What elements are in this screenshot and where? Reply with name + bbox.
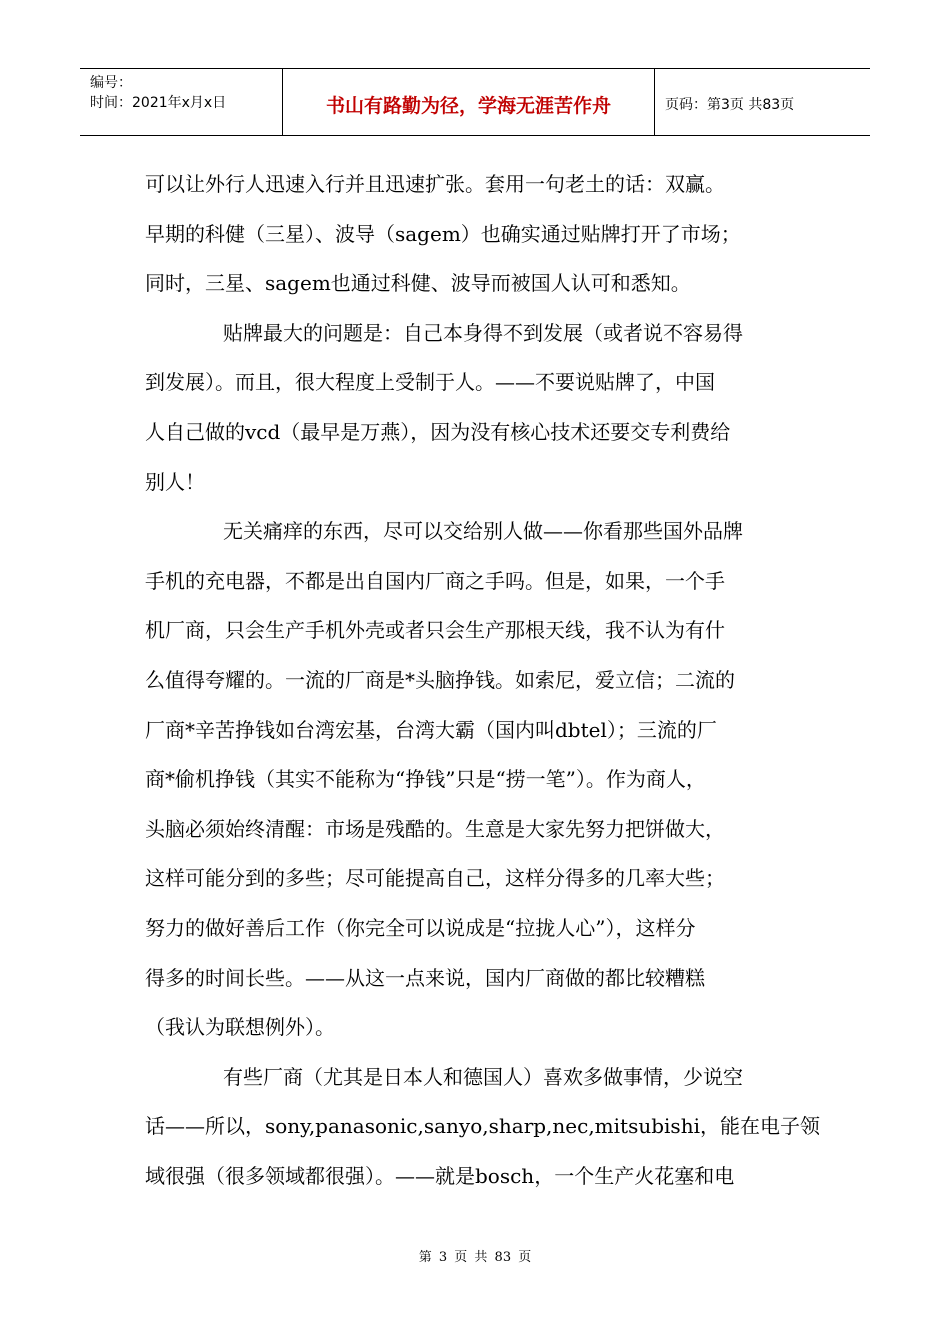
text-line: 厂商*辛苦挣钱如台湾宏基，台湾大霸（国内叫dbtel）；三流的厂 [145,717,717,742]
document-number-label: 编号： [90,75,132,91]
text-line: 域很强（很多领域都很强）。——就是bosch，一个生产火花塞和电 [145,1163,735,1188]
text-line: 机厂商，只会生产手机外壳或者只会生产那根天线，我不认为有什 [145,618,725,643]
text-line: 这样可能分到的多些；尽可能提高自己，这样分得多的几率大些； [145,866,725,891]
header-motto: 书山有路勤为径，学海无涯苦作舟 [325,95,611,117]
paragraph [145,507,825,1053]
header-page-cell [655,69,870,135]
text-line: （我认为联想例外）。 [145,1015,335,1040]
text-line: 努力的做好善后工作（你完全可以说成是“拉拢人心”），这样分 [145,915,696,940]
text-line: 话——所以，sony,panasonic,sanyo,sharp,nec,mitsubishi，能在电子领 [145,1114,820,1139]
header-info-cell [80,69,283,135]
paragraph [145,160,825,309]
text-line: 同时，三星、sagem也通过科健、波导而被国人认可和悉知。 [145,271,691,296]
text-line: 得多的时间长些。——从这一点来说，国内厂商做的都比较糟糕 [145,965,705,990]
document-date-label: 时间：2021年x月x日 [90,95,227,111]
text-line: 么值得夸耀的。一流的厂商是*头脑挣钱。如索尼，爱立信；二流的 [145,667,735,692]
text-line: 商*偷机挣钱（其实不能称为“挣钱”只是“捞一笔”）。作为商人， [145,767,706,792]
paragraph [145,309,825,507]
text-line: 别人！ [145,469,205,494]
text-line: 有些厂商（尤其是日本人和德国人）喜欢多做事情，少说空 [223,1064,743,1089]
text-line: 贴牌最大的问题是：自己本身得不到发展（或者说不容易得 [223,320,743,345]
document-body [145,160,825,1201]
page-header [80,68,870,136]
text-line: 早期的科健（三星）、波导（sagem）也确实通过贴牌打开了市场； [145,221,741,246]
text-line: 到发展）。而且，很大程度上受制于人。——不要说贴牌了，中国 [145,370,715,395]
text-line: 可以让外行人迅速入行并且迅速扩张。套用一句老土的话：双赢。 [145,172,725,196]
page-footer: 第 3 页 共 83 页 [418,1250,532,1265]
header-motto-cell [283,69,655,135]
text-line: 手机的充电器，不都是出自国内厂商之手吗。但是，如果，一个手 [145,568,725,593]
text-line: 无关痛痒的东西，尽可以交给别人做——你看那些国外品牌 [223,519,743,544]
paragraph [145,1053,825,1202]
text-line: 头脑必须始终清醒：市场是残酷的。生意是大家先努力把饼做大， [145,816,725,841]
header-page-code: 页码：第3页 共83页 [665,97,795,113]
text-line: 人自己做的vcd（最早是万燕），因为没有核心技术还要交专利费给 [145,419,731,444]
